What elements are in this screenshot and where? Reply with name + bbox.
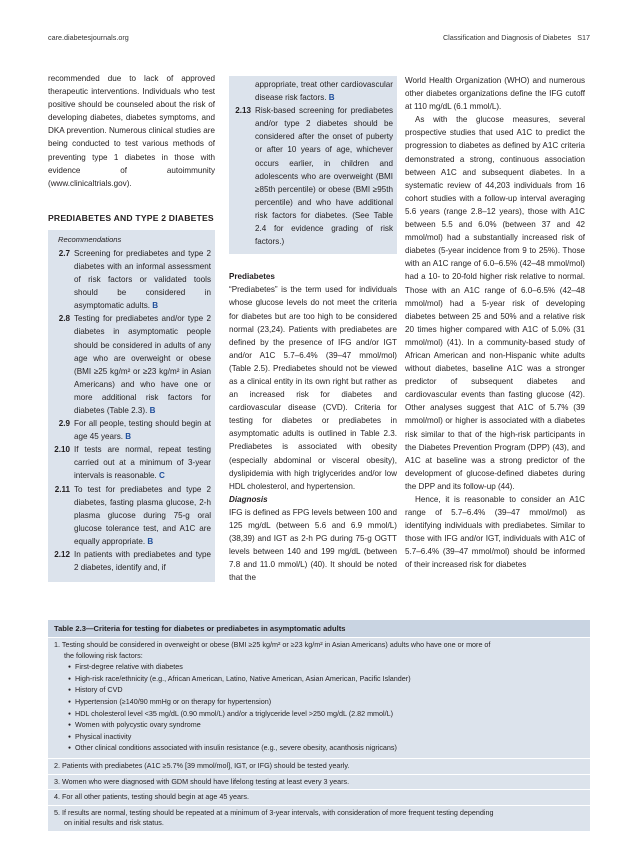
table-2-3 (48, 620, 590, 831)
recommendations-box (48, 230, 215, 582)
row-text: 1. Testing should be considered in overweight or obese (BMI ≥25 kg/m² or ≥23 kg/m² in Asian Americans) adults who have one or more of (54, 640, 491, 649)
recommendation-item (52, 417, 211, 443)
running-header (443, 33, 590, 42)
rec-text: For all people, testing should begin at age 45 years. (74, 419, 211, 442)
rec-grade: B (125, 432, 132, 442)
column-1 (48, 72, 215, 582)
rec-grade: C (159, 471, 165, 481)
page-number: S17 (577, 33, 590, 42)
recommendation-item (52, 312, 211, 417)
risk-factor-item: ● First-degree relative with diabetes (68, 662, 584, 674)
rec-text: Screening for prediabetes and type 2 diabetes with an informal assessment of risk factors or validated tools should be considered in asymptomatic adults. (74, 248, 211, 311)
row-text-cont: on initial results and risk status. (64, 818, 164, 828)
risk-factor-item: ● HDL cholesterol level <35 mg/dL (0.90 mmol/L) and/or a triglyceride level >250 mg/dL (2.82 mmol/L) (68, 709, 584, 721)
rec-number: 2.7 (58, 248, 70, 258)
rec-text: Testing for prediabetes and/or type 2 diabetes in asymptomatic people should be considered in adults of any age who are overweight or obese (BMI ≥25 kg/m² or ≥23 kg/m² in Asian Americans) and who have one or more additional risk factors for diabetes (Table 2.3). (74, 314, 211, 415)
journal-url[interactable]: care.diabetesjournals.org (48, 33, 129, 42)
paragraph-3: Hence, it is reasonable to consider an A1C range of 5.7–6.4% (39–47 mmol/mol) as identifying individuals with prediabetes. Similar to those with IFG and/or IGT, individuals with A1C of 5.7–6.4% (39–47 mmol/mol) should be informed of their increased risk for diabetes (405, 495, 585, 570)
diagnosis-paragraph: IFG is defined as FPG levels between 100 and 125 mg/dL (between 5.6 and 6.9 mmol/L) (38,39) and IGT as 2-h PG during 75-g OGTT levels between 140 and 199 mg/dL (between 7.8 and 11.0 mmol/L) (40). It should be noted that the (229, 507, 397, 583)
paragraph-2: As with the glucose measures, several prospective studies that used A1C to predict the progression to diabetes as defined by A1C criteria demonstrated a strong, continuous association between A1C and subsequent diabetes. In a systematic review of 44,203 individuals from 16 cohort studies with a follow-up interval averaging 5.6 years (range 2.8–12 years), those with A1C between 5.5 and 6.0% (between 37 and 42 mmol/mol) had a substantially increased risk of diabetes (5-year incidence from 9 to 25%). Those with an A1C range of 6.0–6.5% (42–48 mmol/mol) had a 10- to 20-fold higher risk relative to normal. Those with an A1C range of 6.0–6.5% (42–48 mmol/mol) had a 5-year risk of developing diabetes between 25 and 50% and a relative risk 20 times higher compared with A1C of 5.0% (31 mmol/mol) (41). In a community-based study of African American and non-Hispanic white adults without diabetes, baseline A1C was a stronger predictor of subsequent diabetes and cardiovascular events than fasting glucose (42). Other analyses suggest that A1C of 5.7% (39 mmol/mol) or higher is associated with a diabetes risk similar to that of the high-risk participants in the Diabetes Prevention Program (DPP) (43), and A1C at baseline was a strong predictor of the development of glucose-defined diabetes during the DPP and its follow-up (44). (405, 115, 585, 491)
running-title: Classification and Diagnosis of Diabetes (442, 33, 572, 42)
row-text: 5. If results are normal, testing should be repeated at a minimum of 3-year intervals, with consideration of more frequent testing depending (54, 807, 494, 817)
rec-number: 2.12 (54, 550, 70, 559)
rec-grade: B (149, 405, 156, 415)
prediabetes-paragraph: “Prediabetes” is the term used for individuals whose glucose levels do not meet the criteria for diabetes but are too high to be considered normal (23,24). Patients with prediabetes are defined by the presence of IFG and/or IGT and/or A1C 5.7–6.4% (39–47 mmol/mol) (Table 2.5). Prediabetes should not be viewed as a clinical entity in its own right but rather as an increased risk for diabetes and cardiovascular disease (CVD). Criteria for testing for diabetes or prediabetes in asymptomatic adults is outlined in Table 2.3. Prediabetes is associated with obesity (especially abdominal or visceral obesity), dyslipidemia with high triglycerides and/or low HDL cholesterol, and hypertension. (229, 285, 397, 491)
rec-text: appropriate, treat other cardiovascular disease risk factors. (255, 80, 393, 103)
diagnosis-heading: Diagnosis (229, 494, 268, 504)
rec-number: 2.13 (235, 106, 251, 116)
row-text-cont: the following risk factors: (64, 650, 143, 660)
rec-number: 2.8 (58, 314, 70, 324)
risk-factor-item: ● History of CVD (68, 685, 584, 697)
table-row (48, 805, 590, 831)
rec-number: 2.11 (54, 484, 70, 494)
recommendation-item (52, 548, 211, 574)
rec-text: Risk-based screening for prediabetes and/or type 2 diabetes should be considered after the onset of puberty or after 10 years of age, whichever occurs earlier, in children and adolescents who are overweight (BMI ≥85th percentile) or obese (BMI ≥95th percentile) and who have additional risk factors for diabetes. (See Table 2.4 for evidence grading of risk factors.) (255, 106, 393, 247)
rec-text: If tests are normal, repeat testing carried out at a minimum of 3-year intervals is reasonable. (74, 445, 211, 481)
intro-paragraph: recommended due to lack of approved therapeutic interventions. Individuals who test positive should be counseled about the risk of developing diabetes, diabetes symptoms, and DKA prevention. Numerous clinical studies are being conducted to test various methods of preventing type 1 diabetes in those with evidence of autoimmunity (www.clinicaltrials.gov). (48, 74, 215, 188)
table-row (48, 637, 590, 758)
table-row: 4. For all other patients, testing should begin at age 45 years. (48, 789, 590, 805)
risk-factor-item: ● Women with polycystic ovary syndrome (68, 720, 584, 732)
rec-text: To test for prediabetes and type 2 diabetes, fasting plasma glucose, 2-h plasma glucose during 75-g oral glucose tolerance test, and A1C are equally appropriate. (74, 484, 211, 546)
recommendation-item (52, 247, 211, 312)
recommendations-box-cont (229, 76, 397, 254)
column-2 (229, 80, 397, 584)
rec-grade: B (147, 536, 154, 546)
rec-text: In patients with prediabetes and type 2 diabetes, identify and, if (74, 550, 211, 573)
recommendations-heading: Recommendations (58, 234, 122, 244)
rec-grade: B (152, 301, 159, 311)
table-row: 2. Patients with prediabetes (A1C ≥5.7% [39 mmol/mol], IGT, or IFG) should be tested yearly. (48, 758, 590, 774)
paragraph-1: World Health Organization (WHO) and numerous other diabetes organizations define the IFG cutoff at 110 mg/dL (6.1 mmol/L). (405, 76, 585, 112)
risk-factor-item: ● High-risk race/ethnicity (e.g., African American, Latino, Native American, Asian American, Pacific Islander) (68, 674, 584, 686)
recommendation-item (52, 483, 211, 548)
table-title: Table 2.3—Criteria for testing for diabetes or prediabetes in asymptomatic adults (48, 620, 590, 637)
table-row: 3. Women who were diagnosed with GDM should have lifelong testing at least every 3 years. (48, 774, 590, 790)
recommendation-2-13 (233, 104, 393, 248)
rec-grade: B (328, 93, 335, 103)
recommendation-item (52, 443, 211, 482)
rec-number: 2.9 (58, 419, 70, 429)
risk-factor-item: ● Physical inactivity (68, 732, 584, 744)
risk-factor-item: ● Hypertension (≥140/90 mmHg or on therapy for hypertension) (68, 697, 584, 709)
section-title: PREDIABETES AND TYPE 2 DIABETES (48, 212, 214, 223)
risk-factor-list (54, 662, 584, 755)
risk-factor-item: ● Other clinical conditions associated with insulin resistance (e.g., severe obesity, acanthosis nigricans) (68, 743, 584, 755)
recommendation-2-12-cont (233, 78, 393, 104)
rec-number: 2.10 (54, 445, 70, 455)
column-3 (405, 74, 585, 572)
prediabetes-heading: Prediabetes (229, 272, 275, 282)
